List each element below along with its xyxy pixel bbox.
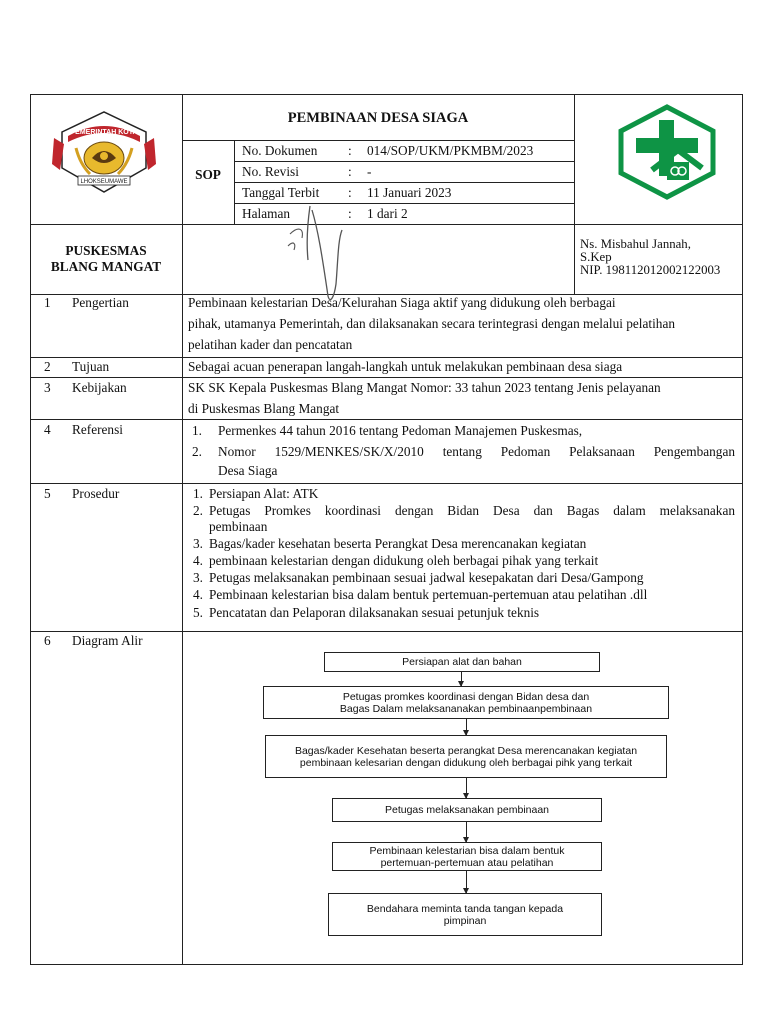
org-name-line-2: BLANG MANGAT (50, 259, 162, 274)
procedure-number: 5. (193, 605, 203, 620)
divider (30, 419, 743, 420)
procedure-text: Petugas melaksanakan pembinaan sesuai jadwal kesepakatan dari Desa/Gampong (209, 570, 644, 585)
page-value: 1 dari 2 (367, 206, 408, 221)
procedure-number: 4. (193, 587, 203, 602)
issue-date-label: Tanggal Terbit (242, 185, 320, 200)
revision-label: No. Revisi (242, 164, 299, 179)
procedure-text: Bagas/kader kesehatan beserta Perangkat Desa merencanakan kegiatan (209, 536, 587, 551)
signatory-name: Ns. Misbahul Jannah, (580, 237, 691, 251)
procedure-number: 1. (193, 486, 203, 501)
sop-label: SOP (195, 167, 221, 182)
procedure-text: pembinaan (209, 519, 268, 534)
flow-step-5: Pembinaan kelestarian bisa dalam bentuk pertemuan-pertemuan atau pelatihan (332, 842, 602, 871)
divider (30, 631, 743, 632)
logo-text-bottom: LHOKSEUMAWE (80, 179, 128, 185)
colon: : (348, 164, 352, 179)
section-text: di Puskesmas Blang Mangat (188, 401, 340, 416)
section-number: 6 (44, 633, 51, 648)
flow-arrow (466, 778, 467, 798)
signatory-nip: NIP. 198112012002122003 (580, 263, 721, 277)
flow-arrow (466, 719, 467, 735)
section-text: Sebagai acuan penerapan langah-langkah untuk melakukan pembinaan desa siaga (188, 359, 623, 374)
section-label: Kebijakan (72, 380, 127, 395)
doc-number-label: No. Dokumen (242, 143, 318, 158)
doc-number-value: 014/SOP/UKM/PKMBM/2023 (367, 143, 534, 158)
logo-text-top: PEMERINTAH KOTA (70, 129, 138, 136)
section-text: SK SK Kepala Puskesmas Blang Mangat Nomor: 33 tahun 2023 tentang Jenis pelayanan (188, 380, 661, 395)
section-text: pihak, utamanya Pemerintah, dan dilaksanakan secara terintegrasi dengan melalui pelatihan (188, 316, 675, 331)
divider (30, 483, 743, 484)
reference-text: Desa Siaga (218, 463, 278, 478)
flow-step-6: Bendahara meminta tanda tangan kepada pimpinan (328, 893, 602, 936)
reference-number: 2. (192, 444, 202, 459)
colon: : (348, 143, 352, 158)
section-number: 1 (44, 295, 51, 310)
section-number: 5 (44, 486, 51, 501)
divider (234, 182, 574, 183)
revision-value: - (367, 164, 372, 179)
divider (30, 377, 743, 378)
section-label: Prosedur (72, 486, 120, 501)
section-text: Pembinaan kelestarian Desa/Kelurahan Siaga aktif yang didukung oleh berbagai (188, 295, 616, 310)
section-label: Diagram Alir (72, 633, 143, 648)
divider (182, 140, 574, 141)
procedure-text: pembinaan kelestarian dengan didukung oleh berbagai pihak yang terkait (209, 553, 599, 568)
procedure-number: 3. (193, 536, 203, 551)
flow-step-1: Persiapan alat dan bahan (324, 652, 600, 672)
org-name-line-1: PUSKESMAS (65, 243, 147, 258)
reference-text: Nomor 1529/MENKES/SK/X/2010 tentang Pedoman Pelaksanaan Pengembangan (218, 444, 735, 459)
reference-text: Permenkes 44 tahun 2016 tentang Pedoman Manajemen Puskesmas, (218, 423, 583, 438)
flow-arrow (466, 871, 467, 893)
divider (574, 94, 575, 294)
flow-step-3: Bagas/kader Kesehatan beserta perangkat Desa merencanakan kegiatan pembinaan kelesarian dengan didukung oleh berbagai pihk yang terkait (265, 735, 667, 778)
procedure-number: 2. (193, 503, 203, 518)
section-label: Tujuan (72, 359, 110, 374)
health-cross-logo (618, 104, 716, 200)
page-title: PEMBINAAN DESA SIAGA (287, 110, 469, 126)
procedure-text: Pencatatan dan Pelaporan dilaksanakan sesuai petunjuk teknis (209, 605, 540, 620)
flow-arrow (461, 672, 462, 686)
page-label: Halaman (242, 206, 290, 221)
flow-step-2: Petugas promkes koordinasi dengan Bidan desa dan Bagas Dalam melaksananakan pembinaanpembinaan (263, 686, 669, 719)
section-text: pelatihan kader dan pencatatan (188, 337, 353, 352)
procedure-text: Persiapan Alat: ATK (209, 486, 319, 501)
colon: : (348, 185, 352, 200)
issue-date-value: 11 Januari 2023 (367, 185, 452, 200)
procedure-text: Pembinaan kelestarian bisa dalam bentuk pertemuan-pertemuan atau pelatihan .dll (209, 587, 648, 602)
colon: : (348, 206, 352, 221)
signature (282, 200, 362, 310)
procedure-number: 4. (193, 553, 203, 568)
divider (30, 357, 743, 358)
city-government-logo (48, 108, 160, 196)
section-label: Referensi (72, 422, 123, 437)
procedure-number: 3. (193, 570, 203, 585)
flow-arrow (466, 822, 467, 842)
flow-step-4: Petugas melaksanakan pembinaan (332, 798, 602, 822)
section-number: 4 (44, 422, 51, 437)
section-number: 2 (44, 359, 51, 374)
procedure-text: Petugas Promkes koordinasi dengan Bidan Desa dan Bagas dalam melaksanakan (209, 503, 735, 518)
divider (234, 161, 574, 162)
signatory-degree: S.Kep (580, 250, 612, 264)
section-number: 3 (44, 380, 51, 395)
section-label: Pengertian (72, 295, 129, 310)
reference-number: 1. (192, 423, 202, 438)
divider (30, 224, 743, 225)
